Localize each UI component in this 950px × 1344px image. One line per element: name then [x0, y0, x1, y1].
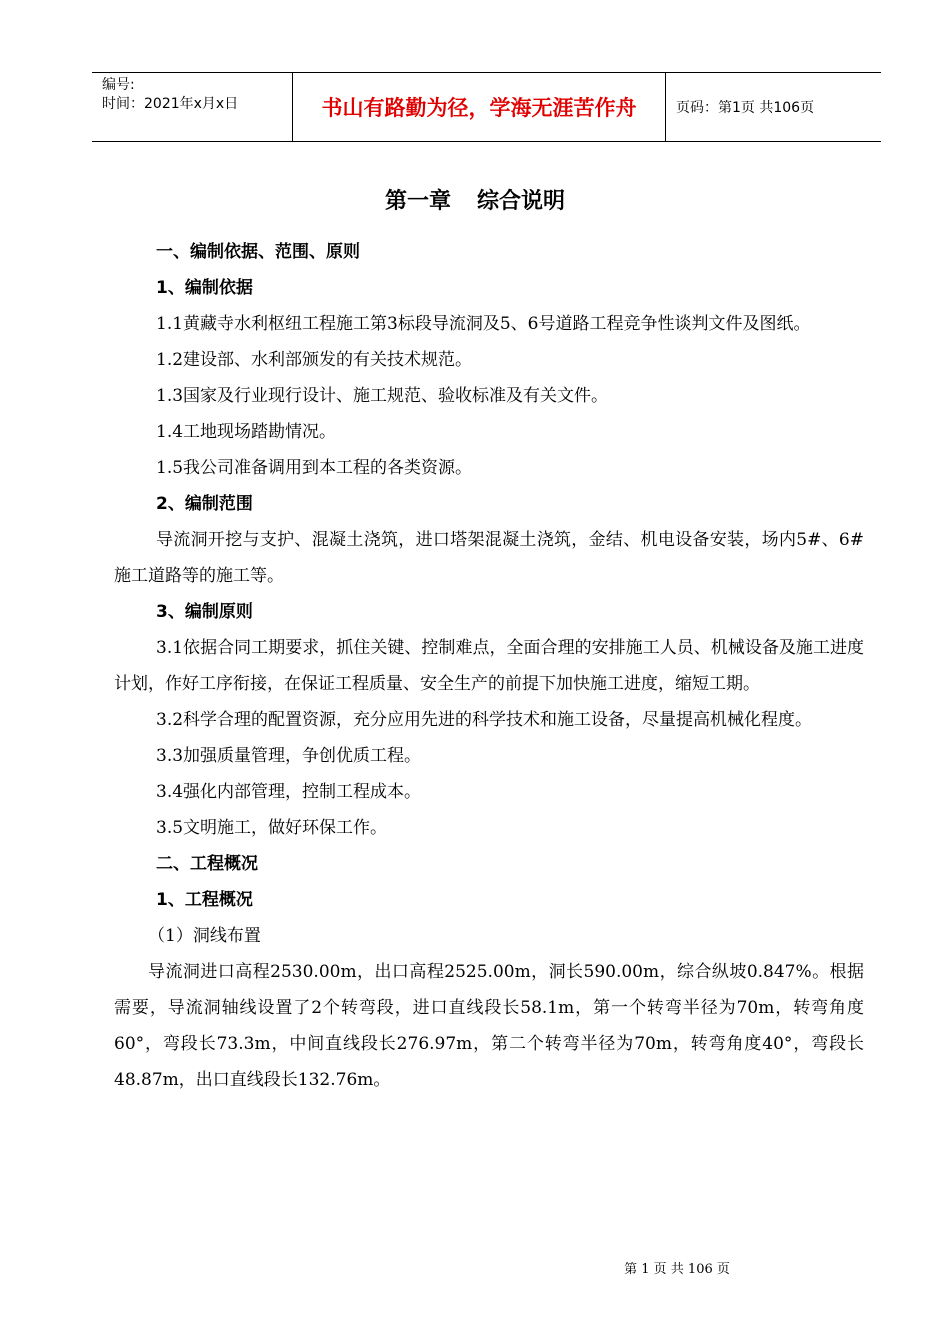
section-heading: 一、编制依据、范围、原则: [156, 242, 360, 262]
chapter-heading: [0, 184, 950, 215]
subsection-heading: 1、工程概况: [156, 890, 253, 910]
subsection-heading: 1、编制依据: [156, 278, 253, 298]
body-paragraph: 导流洞进口高程2530.00m，出口高程2525.00m，洞长590.00m，综合纵坡0.847%。根据需要，导流洞轴线设置了2个转弯段，进口直线段长58.1m，第一个转弯半径为70m，转弯角度60°，弯段长73.3m，中间直线段长276.97m，第二个转弯半径为70m，转弯角度40°，弯段长48.87m，出口直线段长132.76m。: [114, 962, 864, 1090]
header-meta-cell: [92, 73, 293, 141]
subsection-heading: 2、编制范围: [156, 494, 253, 514]
body-paragraph: 导流洞开挖与支护、混凝土浇筑，进口塔架混凝土浇筑，金结、机电设备安装，场内5#、6#施工道路等的施工等。: [114, 530, 864, 586]
document-time-label: 时间：2021年x月x日: [102, 96, 239, 112]
page-footer: [0, 1258, 950, 1277]
body-paragraph: 3.4强化内部管理，控制工程成本。: [156, 782, 422, 802]
document-number-label: 编号:: [102, 77, 135, 93]
body-paragraph: 1.5我公司准备调用到本工程的各类资源。: [156, 458, 473, 478]
body-paragraph: 1.2建设部、水利部颁发的有关技术规范。: [156, 350, 473, 370]
body-paragraph: 1.1黄藏寺水利枢纽工程施工第3标段导流洞及5、6号道路工程竞争性谈判文件及图纸。: [156, 314, 811, 334]
document-body: [114, 234, 864, 1098]
chapter-title: 综合说明: [477, 189, 566, 214]
body-paragraph: 3.3加强质量管理，争创优质工程。: [156, 746, 422, 766]
body-paragraph: 3.5文明施工，做好环保工作。: [156, 818, 388, 838]
footer-page-number: 第 1 页 共 106 页: [624, 1262, 730, 1277]
chapter-number: 第一章: [384, 189, 451, 214]
header-page-info: 页码：第1页 共106页: [676, 100, 815, 116]
header-table: [92, 72, 881, 142]
body-paragraph: 3.1依据合同工期要求，抓住关键、控制难点，全面合理的安排施工人员、机械设备及施工进度计划，作好工序衔接，在保证工程质量、安全生产的前提下加快施工进度，缩短工期。: [114, 638, 864, 694]
header-motto: 书山有路勤为径，学海无涯苦作舟: [293, 73, 666, 141]
body-paragraph: 3.2科学合理的配置资源，充分应用先进的科学技术和施工设备，尽量提高机械化程度。: [156, 710, 813, 730]
body-paragraph: 1.4工地现场踏勘情况。: [156, 422, 337, 442]
section-heading: 二、工程概况: [156, 854, 258, 874]
subsection-heading: 3、编制原则: [156, 602, 253, 622]
item-heading: （1）洞线布置: [148, 926, 261, 946]
body-paragraph: 1.3国家及行业现行设计、施工规范、验收标准及有关文件。: [156, 386, 609, 406]
